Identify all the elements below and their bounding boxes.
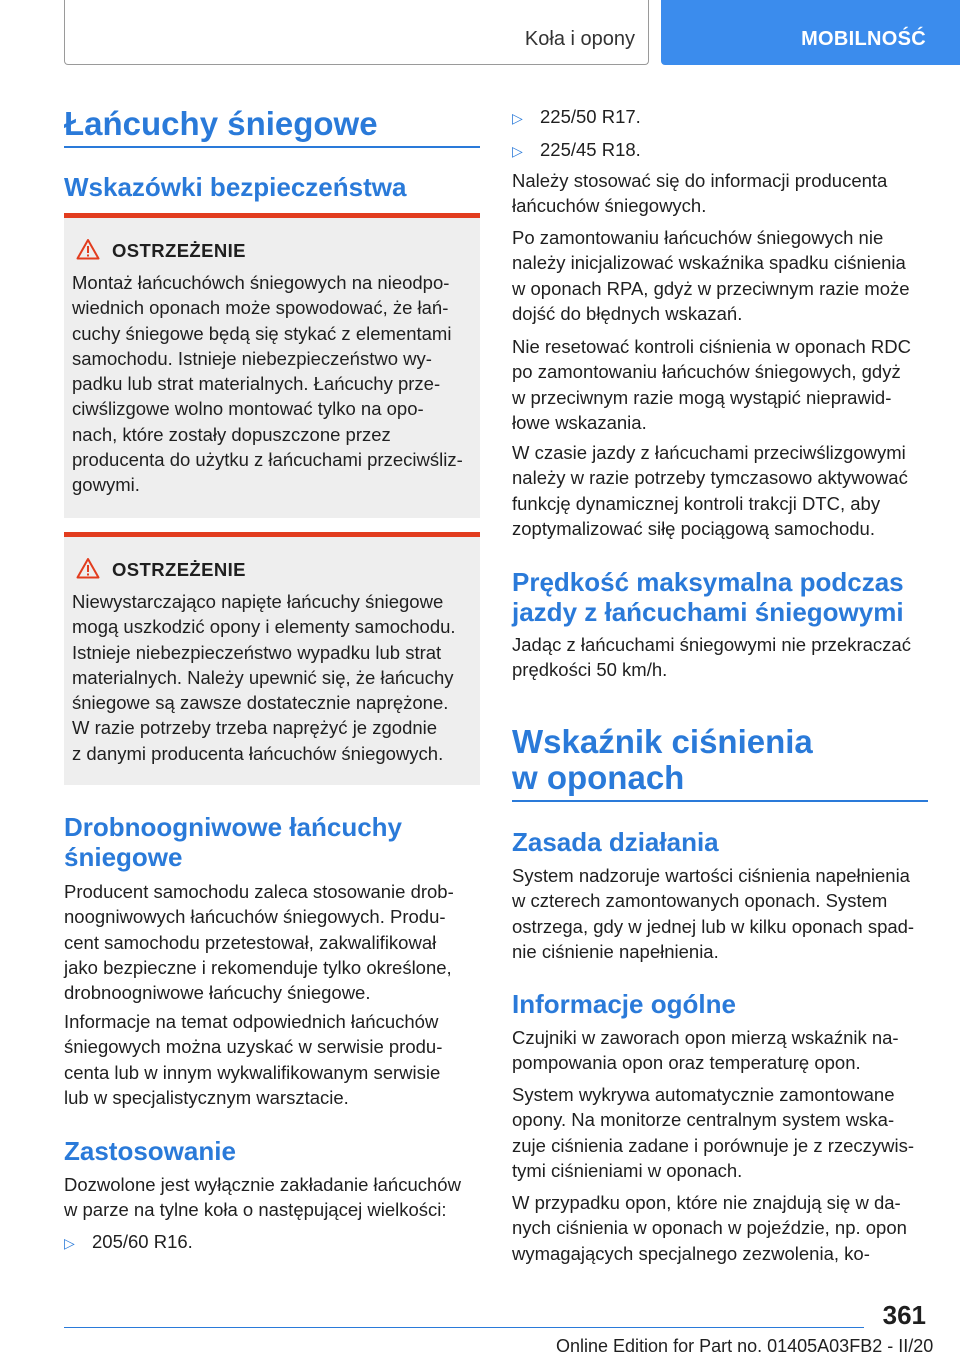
speed-paragraph: Jadąc z łańcuchami śniegowymi nie przekraczać prędkości 50 km/h. xyxy=(512,634,911,681)
footer-rule xyxy=(64,1327,864,1328)
page-number: 361 xyxy=(882,1300,926,1330)
speed-heading: Prędkość maksymalna podczas jazdy z łańcuchami śniegowymi xyxy=(512,567,904,627)
principle-paragraph: System nadzoruje wartości ciśnienia napełnienia w czterech zamontowanych oponach. System ostrzega, gdy w jednej lub w kilku oponach spad- nie ciśnienie napełnienia. xyxy=(512,865,915,962)
general-paragraph-2: System wykrywa automatycznie zamontowane opony. Na monitorze centralnym system wska- zuje ciśnienia zadane i porównuje je z rzeczywis- tymi ciśnieniami w oponach. xyxy=(512,1084,915,1181)
triangle-right-bullet-icon: ▷ xyxy=(512,110,523,126)
warning-triangle-icon xyxy=(76,557,100,579)
page-title: Łańcuchy śniegowe xyxy=(64,105,378,142)
usage-heading: Zastosowanie xyxy=(64,1136,236,1166)
edition-note: Online Edition for Part no. 01405A03FB2 - II/20 xyxy=(556,1336,934,1356)
warning-text-2: Niewystarczająco napięte łańcuchy śniegowe mogą uszkodzić opony i elementy samochodu. Istnieje niebezpieczeństwo wypadku lub strat materialnych. Należy upewnić się, że łańcuchy śniegowe są zawsze dostatecznie naprężone. W razie potrzeby trzeba naprężyć je zgodnie z danymi producenta łańcuchów śniegowych. xyxy=(72,591,456,764)
triangle-right-bullet-icon: ▷ xyxy=(64,1235,75,1251)
fine-link-paragraph-1: Producent samochodu zaleca stosowanie drob- noogniwowych łańcuchów śniegowych. Produ- cent samochodu przetestował, zakwalifikował jako bezpieczne i rekomenduje tylko określone, drobnoogniwowe łańcuchy śniegowe. xyxy=(64,881,454,1004)
principle-heading: Zasada działania xyxy=(512,827,719,857)
warning-label-1: OSTRZEŻENIE xyxy=(112,240,246,261)
safety-heading: Wskazówki bezpieczeństwa xyxy=(64,172,407,202)
fine-link-heading: Drobnoogniwowe łańcuchy śniegowe xyxy=(64,812,403,872)
usage-paragraph: Dozwolone jest wyłącznie zakładanie łańcuchów w parze na tylne koła o następującej wielkości: xyxy=(64,1174,461,1221)
list-item: ▷ 225/45 R18. xyxy=(512,137,641,164)
warning-label-2: OSTRZEŻENIE xyxy=(112,559,246,580)
fine-link-paragraph-2: Informacje na temat odpowiednich łańcuchów śniegowych można uzyskać w serwisie produ- centa lub w innym wykwalifikowanym serwisie lub w specjalistycznym warsztacie. xyxy=(64,1011,443,1108)
general-paragraph-1: Czujniki w zaworach opon mierzą wskaźnik na- pompowania opon oraz temperaturę opon. xyxy=(512,1027,899,1074)
paragraph-dtc: W czasie jazdy z łańcuchami przeciwślizgowymi należy w razie potrzeby tymczasowo aktywować funkcję dynamicznej kontroli trakcji DTC, aby zoptymalizować siłę pociągową samochodu. xyxy=(512,442,908,539)
list-item: ▷ 205/60 R16. xyxy=(64,1229,193,1256)
warning-text-1: Montaż łańcuchówch śniegowych na nieodpo- wiednich oponach może spowodować, że łań- cuchy śniegowe będą się stykać z elementami samochodu. Istnieje niebezpieczeństwo wy- padku lub strat materialnych. Łańcuchy prze- ciwślizgowe wolno montować tylko na opo- nach, które zostały dopuszczone przez producenta do użytku z łańcuchami przeciwśliz- gowymi. xyxy=(72,272,463,496)
tpm-title: Wskaźnik ciśnienia w oponach xyxy=(512,723,813,796)
paragraph-rdc: Nie resetować kontroli ciśnienia w oponach RDC po zamontowaniu łańcuchów śniegowych, gdyż w przeciwnym razie mogą wystąpić nieprawid- łowe wskazania. xyxy=(512,336,911,433)
title-rule xyxy=(64,146,480,148)
paragraph-manufacturer: Należy stosować się do informacji producenta łańcuchów śniegowych. xyxy=(512,170,888,217)
paragraph-rpa: Po zamontowaniu łańcuchów śniegowych nie należy inicjalizować wskaźnika spadku ciśnienia w oponach RPA, gdyż w przeciwnym razie może dojść do błędnych wskazań. xyxy=(512,227,910,324)
general-heading: Informacje ogólne xyxy=(512,989,736,1019)
triangle-right-bullet-icon: ▷ xyxy=(512,143,523,159)
general-paragraph-3: W przypadku opon, które nie znajdują się w da- nych ciśnienia w oponach w pojeździe, np. opon wymagających specjalnego zezwolenia, ko- xyxy=(512,1192,907,1264)
warning-triangle-icon xyxy=(76,238,100,260)
header-chapter-label: MOBILNOŚĆ xyxy=(801,28,926,50)
header-section-label: Koła i opony xyxy=(524,28,635,50)
tpm-title-rule xyxy=(512,800,928,802)
list-item: ▷ 225/50 R17. xyxy=(512,104,641,131)
